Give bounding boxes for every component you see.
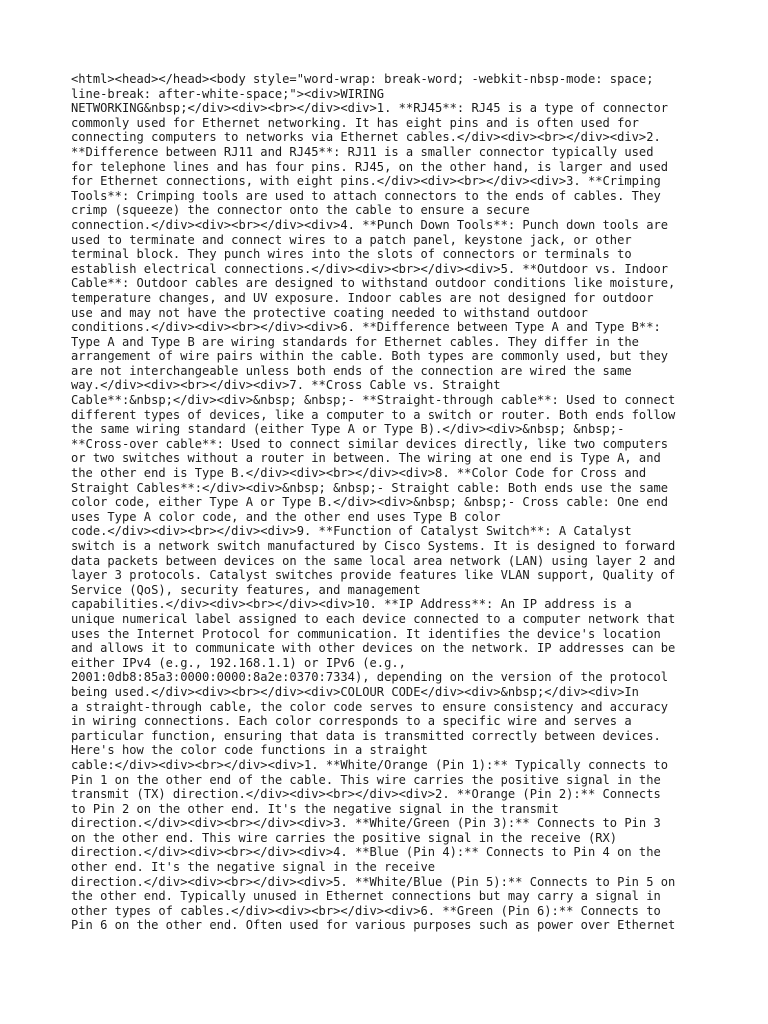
text-line: use and may not have the protective coating needed to withstand outdoor [71,305,588,320]
text-line: on the other end. This wire carries the positive signal in the receive (RX) [71,830,618,845]
text-line: Type A and Type B are wiring standards for Ethernet cables. They differ in the [71,334,639,349]
text-line: connection.</div><div><br></div><div>4. **Punch Down Tools**: Punch down tools are [71,217,669,232]
text-line: temperature changes, and UV exposure. Indoor cables are not designed for outdoor [71,290,654,305]
text-line: Pin 6 on the other end. Often used for various purposes such as power over Ethernet [71,918,676,933]
text-line: layer 3 protocols. Catalyst switches provide features like VLAN support, Quality of [71,568,676,583]
text-line: terminal block. They punch wires into the slots of connectors or terminals to [71,247,632,262]
text-line: crimp (squeeze) the connector onto the cable to ensure a secure [71,203,530,218]
text-line: transmit (TX) direction.</div><div><br></div><div>2. **Orange (Pin 2):** Connects [71,787,661,802]
text-line: the same wiring standard (either Type A or Type B).</div><div>&nbsp; &nbsp;- [71,422,625,437]
text-line: Tools**: Crimping tools are used to attach connectors to the ends of cables. They [71,188,661,203]
text-line: to Pin 2 on the other end. It's the negative signal in the transmit [71,801,559,816]
text-line: <html><head></head><body style="word-wrap: break-word; -webkit-nbsp-mode: space; [71,72,654,86]
text-line: connecting computers to networks via Ethernet cables.</div><div><br></div><div>2. [71,130,661,145]
text-line: particular function, ensuring that data is transmitted correctly between devices. [71,728,661,743]
text-line: a straight-through cable, the color code serves to ensure consistency and accuracy [71,699,669,714]
text-line: unique numerical label assigned to each device connected to a computer network that [71,611,676,626]
text-line: 2001:0db8:85a3:0000:0000:8a2e:0370:7334), depending on the version of the protocol [71,670,669,685]
text-line: data packets between devices on the same local area network (LAN) using layer 2 and [71,553,676,568]
text-line: color code, either Type A or Type B.</div><div>&nbsp; &nbsp;- Cross cable: One end [71,495,669,510]
document-text [71,72,711,933]
text-line: commonly used for Ethernet networking. It has eight pins and is often used for [71,115,639,130]
text-line: used to terminate and connect wires to a patch panel, keystone jack, or other [71,232,632,247]
text-line: **Cross-over cable**: Used to connect similar devices directly, like two computers [71,436,669,451]
text-line: and allows it to communicate with other devices on the network. IP addresses can be [71,641,676,656]
text-line: being used.</div><div><br></div><div>COLOUR CODE</div><div>&nbsp;</div><div>In [71,684,639,699]
text-line: are not interchangeable unless both ends of the connection are wired the same [71,363,632,378]
text-line: Pin 1 on the other end of the cable. This wire carries the positive signal in the [71,772,661,787]
text-line: Cable**: Outdoor cables are designed to withstand outdoor conditions like moisture, [71,276,676,291]
text-line: uses the Internet Protocol for communication. It identifies the device's location [71,626,661,641]
text-line: establish electrical connections.</div><div><br></div><div>5. **Outdoor vs. Indoor [71,261,669,276]
text-line: cable:</div><div><br></div><div>1. **White/Orange (Pin 1):** Typically connects to [71,757,669,772]
text-line: the other end. Typically unused in Ethernet connections but may carry a signal in [71,889,661,904]
text-line: in wiring connections. Each color corresponds to a specific wire and serves a [71,714,632,729]
text-line: Service (QoS), security features, and management [71,582,421,597]
text-line: different types of devices, like a computer to a switch or router. Both ends follow [71,407,676,422]
text-line: or two switches without a router in between. The wiring at one end is Type A, and [71,451,661,466]
text-line: switch is a network switch manufactured by Cisco Systems. It is designed to forward [71,539,676,553]
text-line: conditions.</div><div><br></div><div>6. **Difference between Type A and Type B**: [71,320,661,335]
text-line: code.</div><div><br></div><div>9. **Function of Catalyst Switch**: A Catalyst [71,524,632,539]
text-line: NETWORKING&nbsp;</div><div><br></div><div>1. **RJ45**: RJ45 is a type of connector [71,101,669,116]
text-line: other types of cables.</div><div><br></div><div>6. **Green (Pin 6):** Connects to [71,903,661,918]
text-line: Straight Cables**:</div><div>&nbsp; &nbsp;- Straight cable: Both ends use the same [71,480,669,495]
text-line: other end. It's the negative signal in the receive [71,860,436,875]
text-line: line-break: after-white-space;"><div>WIRING [71,86,385,101]
text-line: Cable**:&nbsp;</div><div>&nbsp; &nbsp;- **Straight-through cable**: Used to connect [71,393,676,408]
text-line: the other end is Type B.</div><div><br></div><div>8. **Color Code for Cross and [71,466,647,481]
text-line: either IPv4 (e.g., 192.168.1.1) or IPv6 (e.g., [71,655,406,670]
text-line: capabilities.</div><div><br></div><div>10. **IP Address**: An IP address is a [71,597,632,612]
text-line: for Ethernet connections, with eight pins.</div><div><br></div><div>3. **Crimping [71,174,661,189]
text-line: direction.</div><div><br></div><div>5. **White/Blue (Pin 5):** Connects to Pin 5 on [71,874,676,889]
text-line: for telephone lines and has four pins. RJ45, on the other hand, is larger and used [71,159,669,174]
text-line: arrangement of wire pairs within the cable. Both types are commonly used, but they [71,349,669,364]
text-line: **Difference between RJ11 and RJ45**: RJ11 is a smaller connector typically used [71,144,654,159]
text-line: Here's how the color code functions in a straight [71,743,428,758]
text-line: uses Type A color code, and the other end uses Type B color [71,509,501,524]
text-line: direction.</div><div><br></div><div>3. **White/Green (Pin 3):** Connects to Pin 3 [71,816,661,831]
text-line: direction.</div><div><br></div><div>4. **Blue (Pin 4):** Connects to Pin 4 on the [71,845,661,860]
text-line: way.</div><div><br></div><div>7. **Cross Cable vs. Straight [71,378,501,393]
